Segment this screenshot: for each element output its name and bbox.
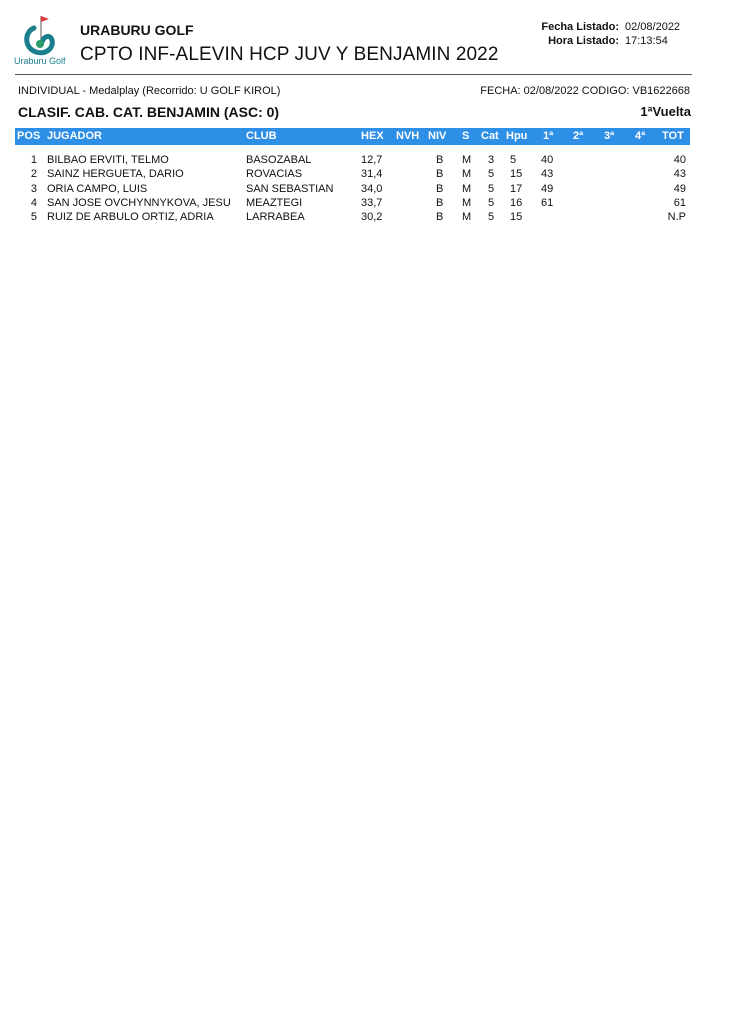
cell-niv: B — [436, 154, 444, 166]
cell-niv: B — [436, 168, 444, 181]
col-header-hex: HEX — [361, 130, 384, 142]
col-header-hpu: Hpu — [506, 130, 528, 142]
cell-tot: 43 — [673, 168, 686, 181]
col-header-round-1: 1ª — [543, 130, 554, 142]
cell-pos: 4 — [30, 196, 37, 209]
cell-jugador: SAN JOSE OVCHYNNYKOVA, JESU — [47, 196, 231, 209]
club-name: URABURU GOLF — [80, 22, 194, 38]
cell-round-1: 40 — [541, 154, 554, 166]
col-header-round-3: 3ª — [604, 130, 615, 142]
cell-hpu: 15 — [510, 211, 523, 224]
cell-cat: 5 — [488, 182, 495, 195]
cell-club: LARRABEA — [246, 211, 305, 224]
cell-hpu: 17 — [510, 182, 523, 195]
table-row — [0, 197, 729, 211]
cell-hex: 33,7 — [361, 196, 383, 209]
col-header-round-4: 4ª — [635, 130, 646, 142]
cell-tot: N.P — [667, 211, 686, 224]
cell-cat: 5 — [488, 211, 495, 224]
col-header-s: S — [462, 130, 470, 142]
table-row — [0, 154, 729, 168]
cell-club: ROVACIAS — [246, 168, 303, 181]
hora-listado-value: 17:13:54 — [625, 35, 668, 47]
cell-round-1: 61 — [541, 196, 554, 209]
cell-round-1: 43 — [541, 168, 554, 181]
col-header-cat: Cat — [481, 130, 499, 142]
hora-listado-row — [541, 35, 681, 49]
cell-pos: 1 — [30, 154, 37, 166]
fecha-listado-row — [541, 21, 681, 35]
hora-listado-label: Hora Listado: — [548, 35, 619, 47]
cell-hex: 31,4 — [361, 168, 383, 181]
fecha-listado-value: 02/08/2022 — [625, 21, 681, 33]
col-header-round-2: 2ª — [573, 130, 584, 142]
table-row — [0, 168, 729, 182]
header-divider — [15, 74, 692, 75]
listing-meta — [541, 21, 681, 49]
fecha-codigo-line: FECHA: 02/08/2022 CODIGO: VB1622668 — [480, 85, 690, 97]
cell-niv: B — [436, 182, 444, 195]
cell-s: M — [462, 168, 472, 181]
col-header-jugador: JUGADOR — [47, 130, 103, 142]
cell-cat: 3 — [488, 154, 495, 166]
col-header-club: CLUB — [246, 130, 277, 142]
cell-pos: 2 — [30, 168, 37, 181]
cell-cat: 5 — [488, 196, 495, 209]
cell-hpu: 15 — [510, 168, 523, 181]
cell-s: M — [462, 154, 472, 166]
col-header-pos: POS — [17, 130, 41, 142]
cell-hex: 34,0 — [361, 182, 383, 195]
cell-pos: 5 — [30, 211, 37, 224]
logo-text: Uraburu Golf — [14, 56, 66, 66]
col-header-niv: NIV — [428, 130, 447, 142]
cell-club: MEAZTEGI — [246, 196, 303, 209]
golf-flag-logo-icon — [20, 14, 60, 56]
col-header-nvh: NVH — [396, 130, 420, 142]
cell-hex: 30,2 — [361, 211, 383, 224]
table-header — [15, 128, 690, 145]
event-title: CPTO INF-ALEVIN HCP JUV Y BENJAMIN 2022 — [80, 44, 499, 65]
results-table-body — [0, 154, 729, 225]
cell-niv: B — [436, 211, 444, 224]
cell-tot: 61 — [673, 196, 686, 209]
cell-hpu: 16 — [510, 196, 523, 209]
cell-niv: B — [436, 196, 444, 209]
cell-club: BASOZABAL — [246, 154, 312, 166]
cell-jugador: SAINZ HERGUETA, DARIO — [47, 168, 184, 181]
cell-cat: 5 — [488, 168, 495, 181]
cell-s: M — [462, 196, 472, 209]
cell-s: M — [462, 211, 472, 224]
cell-jugador: RUIZ DE ARBULO ORTIZ, ADRIA — [47, 211, 214, 224]
round-label: 1ªVuelta — [640, 104, 691, 119]
cell-hex: 12,7 — [361, 154, 383, 166]
table-row — [0, 211, 729, 225]
cell-tot: 40 — [673, 154, 686, 166]
cell-jugador: ORIA CAMPO, LUIS — [47, 182, 148, 195]
table-row — [0, 183, 729, 197]
section-title: CLASIF. CAB. CAT. BENJAMIN (ASC: 0) — [18, 104, 280, 120]
cell-hpu: 5 — [510, 154, 517, 166]
cell-round-1: 49 — [541, 182, 554, 195]
fecha-listado-label: Fecha Listado: — [541, 21, 619, 33]
col-header-tot: TOT — [662, 130, 684, 142]
cell-club: SAN SEBASTIAN — [246, 182, 334, 195]
cell-tot: 49 — [673, 182, 686, 195]
cell-jugador: BILBAO ERVITI, TELMO — [47, 154, 169, 166]
cell-pos: 3 — [30, 182, 37, 195]
modality-line: INDIVIDUAL - Medalplay (Recorrido: U GOLF KIROL) — [18, 85, 281, 97]
club-logo — [10, 14, 68, 70]
cell-s: M — [462, 182, 472, 195]
